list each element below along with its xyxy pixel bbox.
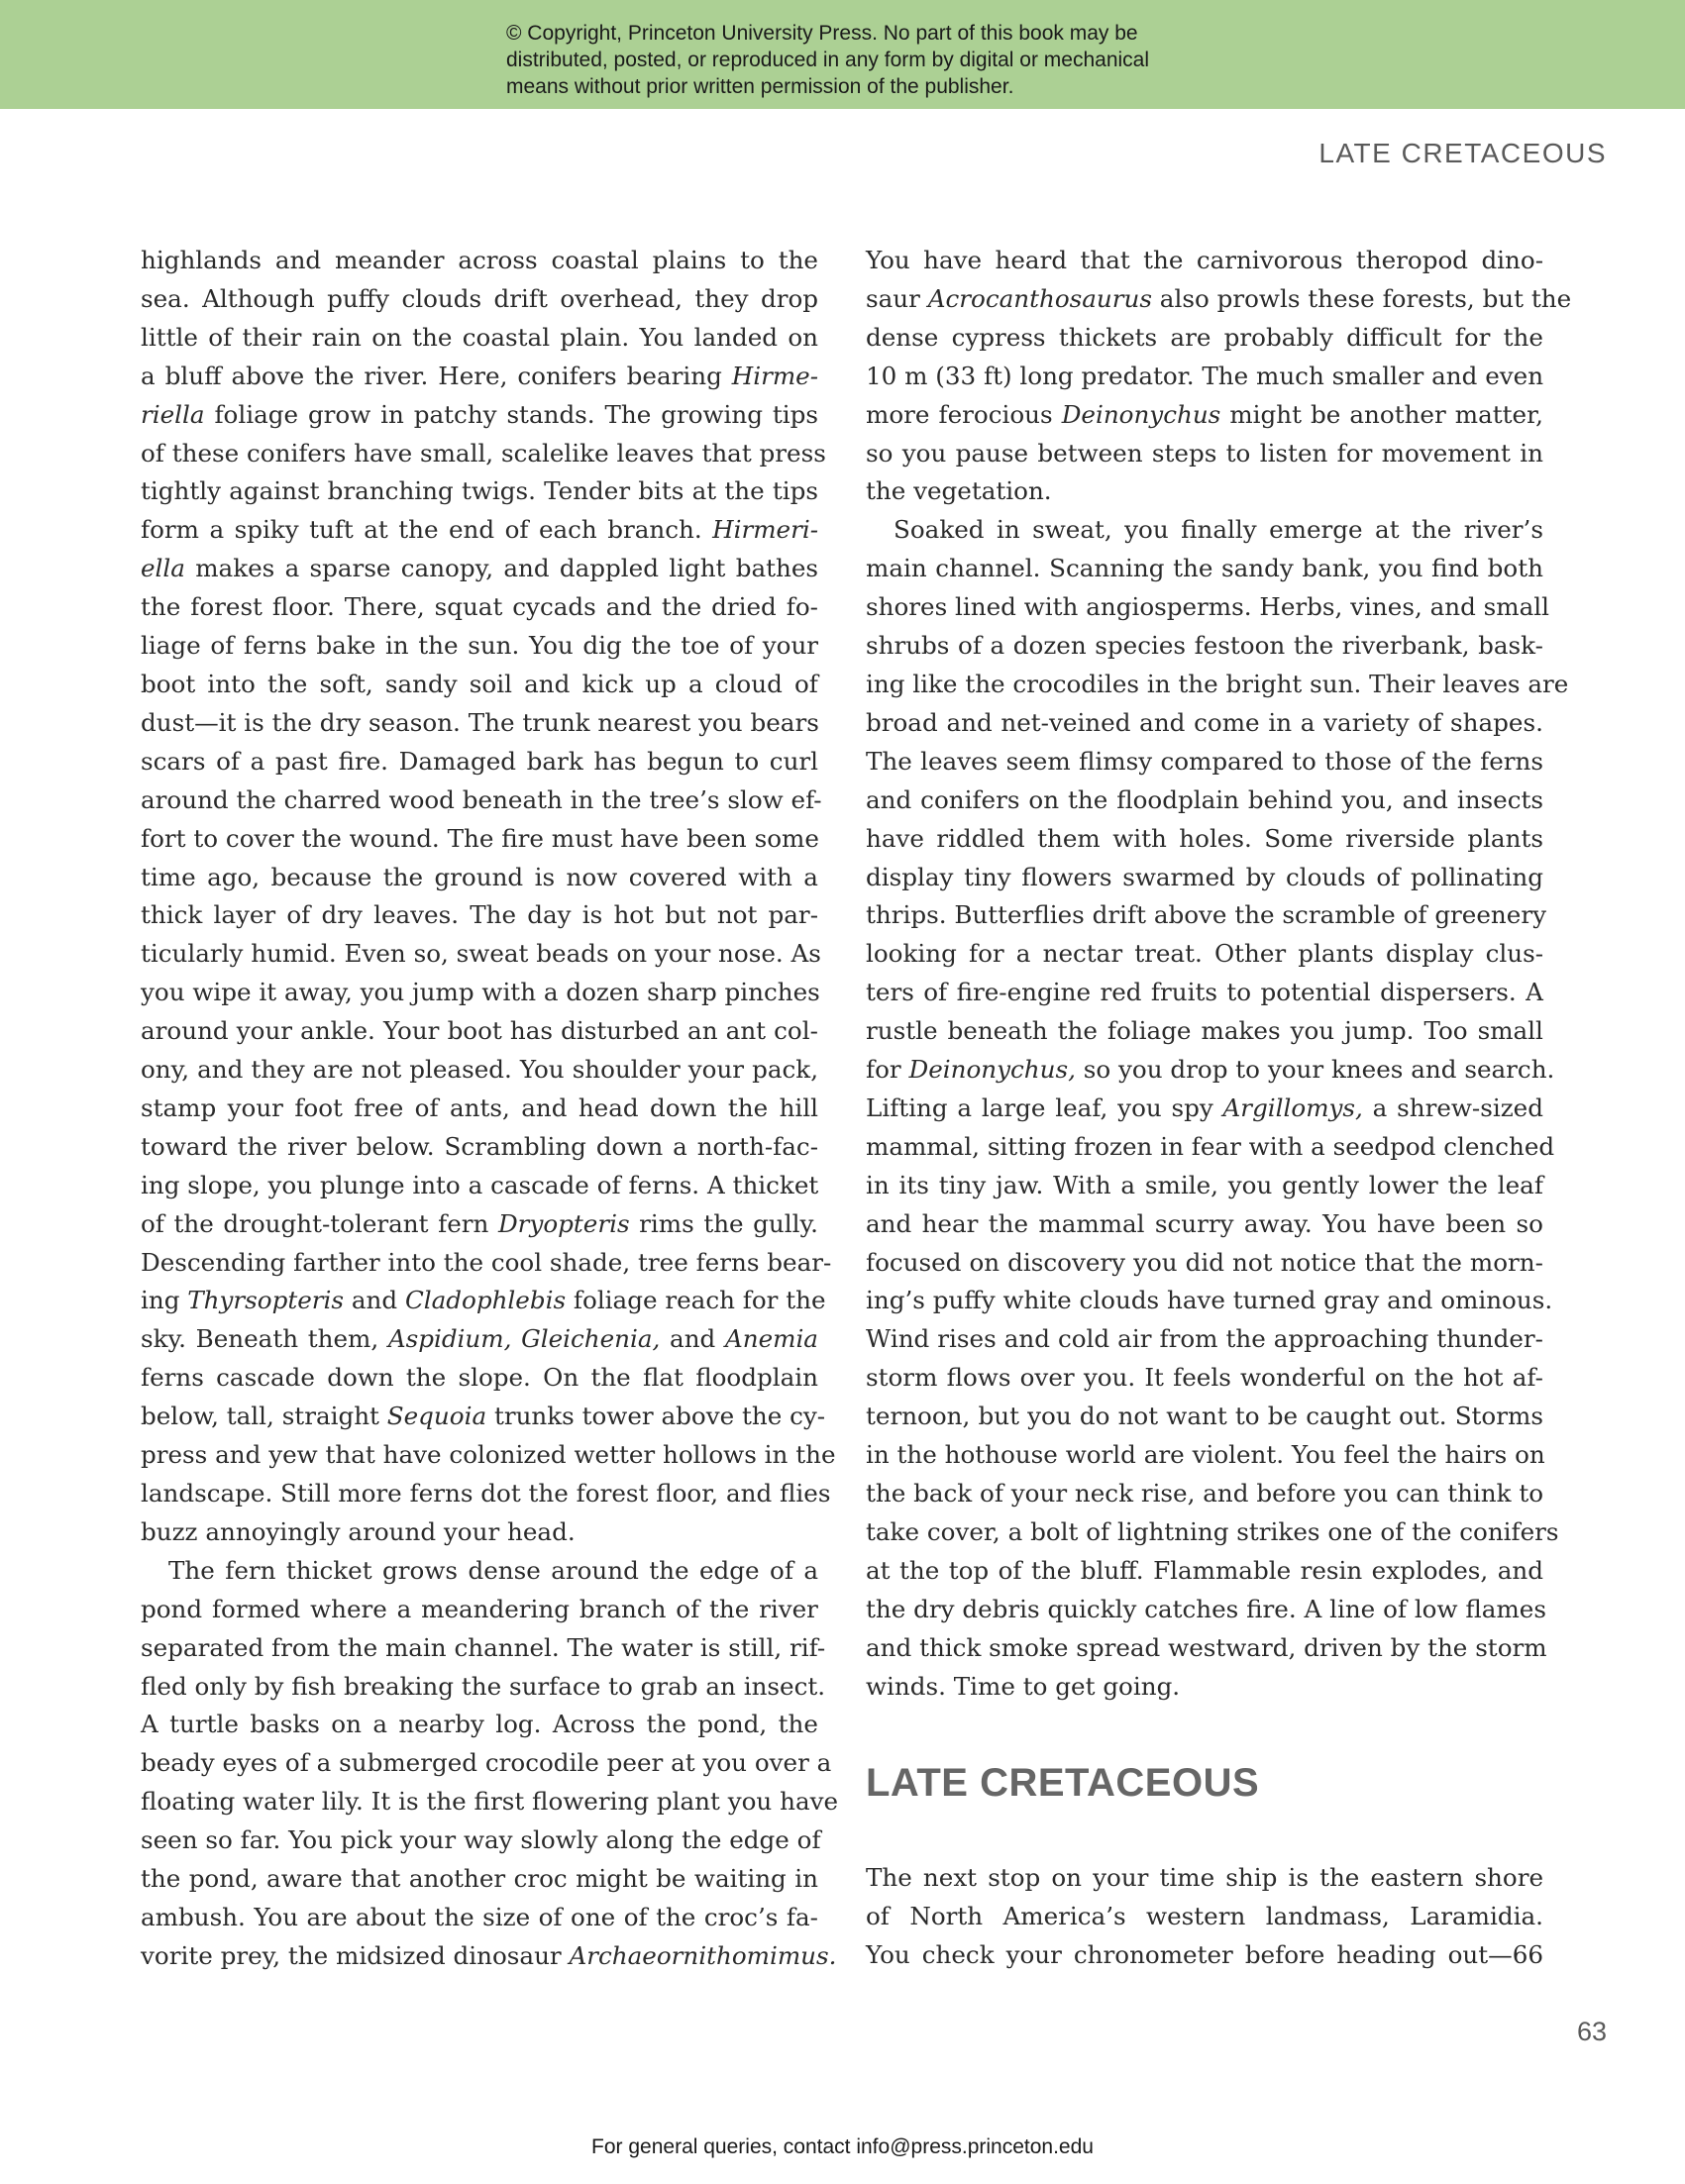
copyright-line: means without prior written permission of the publisher. <box>506 75 1014 98</box>
text-line: dust—it is the dry season. The trunk nearest you bears <box>141 707 819 737</box>
text-line: and conifers on the floodplain behind you, and insects <box>866 784 1544 814</box>
text-line: ing slope, you plunge into a cascade of ferns. A thicket <box>141 1170 819 1199</box>
text-line: focused on discovery you did not notice that the morn- <box>866 1247 1543 1277</box>
text-line: you wipe it away, you jump with a dozen sharp pinches <box>141 978 820 1007</box>
italic-term: Hirme- <box>731 361 819 390</box>
text-line: Wind rises and cold air from the approaching thunder- <box>866 1324 1543 1354</box>
text-line: The next stop on your time ship is the eastern shore <box>866 1863 1544 1892</box>
text-line: sea. Although puffy clouds drift overhead, they drop <box>141 283 819 313</box>
section-heading: LATE CRETACEOUS <box>866 1761 1260 1805</box>
text-line: of these conifers have small, scalelike leaves that press <box>141 438 826 468</box>
text-line: floating water lily. It is the first flowering plant you have <box>141 1787 839 1817</box>
text-line: broad and net-veined and come in a variety of shapes. <box>866 707 1543 737</box>
text-line: storm flows over you. It feels wonderful on the hot af- <box>866 1363 1543 1393</box>
italic-term: Gleichenia, <box>521 1324 661 1354</box>
italic-term: ella <box>141 554 185 583</box>
text-line: ing’s puffy white clouds have turned gray and ominous. <box>866 1286 1553 1315</box>
text-line: of the drought-tolerant fern Dryopteris rims the gully. <box>141 1208 818 1238</box>
text-line: in the hothouse world are violent. You feel the hairs on <box>866 1440 1545 1470</box>
text-line: scars of a past fire. Damaged bark has begun to curl <box>141 746 819 776</box>
text-line: press and yew that have colonized wetter hollows in the <box>141 1440 836 1470</box>
text-line: vorite prey, the midsized dinosaur Archaeornithomimus. <box>141 1940 837 1970</box>
text-line: fled only by fish breaking the surface to grab an insect. <box>141 1671 826 1701</box>
footer-contact: For general queries, contact info@press.princeton.edu <box>591 2135 1094 2158</box>
text-line: a bluff above the river. Here, conifers bearing Hirme- <box>141 361 819 390</box>
italic-term: Acrocanthosaurus <box>927 283 1152 313</box>
text-line: ing Thyrsopteris and Cladophlebis foliage reach for the <box>141 1286 826 1315</box>
text-line: time ago, because the ground is now covered with a <box>141 862 818 891</box>
italic-term: Deinonychus, <box>908 1055 1076 1085</box>
text-line: the dry debris quickly catches fire. A line of low flames <box>866 1594 1546 1623</box>
text-line: in its tiny jaw. With a smile, you gently lower the leaf <box>866 1170 1543 1199</box>
text-line: the forest floor. There, squat cycads and the dried fo- <box>141 592 818 622</box>
text-line: ticularly humid. Even so, sweat beads on your nose. As <box>141 939 821 969</box>
left-text-column <box>141 242 839 1976</box>
text-line: highlands and meander across coastal plains to the <box>141 246 818 274</box>
text-line: liage of ferns bake in the sun. You dig the toe of your <box>141 631 819 661</box>
text-line: You check your chronometer before heading out—66 <box>866 1939 1544 1969</box>
text-line: around your ankle. Your boot has disturbed an ant col- <box>141 1016 818 1046</box>
text-line: and thick smoke spread westward, driven by the storm <box>866 1632 1547 1662</box>
italic-term: Thyrsopteris <box>187 1286 345 1315</box>
text-line: A turtle basks on a nearby log. Across the pond, the <box>141 1710 818 1739</box>
text-line: looking for a nectar treat. Other plants display clus- <box>866 939 1544 969</box>
section-body-text <box>866 1859 1543 1975</box>
text-line: display tiny flowers swarmed by clouds of pollinating <box>866 862 1543 891</box>
text-line: main channel. Scanning the sandy bank, you find both <box>866 554 1543 583</box>
italic-term: Sequoia <box>386 1402 487 1431</box>
copyright-banner <box>0 0 1685 109</box>
text-line: winds. Time to get going. <box>866 1671 1181 1701</box>
text-line: dense cypress thickets are probably difficult for the <box>866 322 1543 352</box>
text-line: so you pause between steps to listen for movement in <box>866 438 1543 468</box>
text-line: ella makes a sparse canopy, and dappled light bathes <box>141 554 819 583</box>
text-line: little of their rain on the coastal plain. You landed on <box>141 322 818 352</box>
italic-term: riella <box>141 399 205 429</box>
text-line: tightly against branching twigs. Tender bits at the tips <box>141 476 818 506</box>
text-line: sky. Beneath them, Aspidium, Gleichenia, and Anemia <box>141 1324 818 1354</box>
text-line: buzz annoyingly around your head. <box>141 1516 576 1546</box>
text-line: thick layer of dry leaves. The day is hot but not par- <box>141 900 819 930</box>
text-line: the back of your neck rise, and before you can think to <box>866 1479 1544 1508</box>
text-line: The leaves seem flimsy compared to those of the ferns <box>866 746 1543 776</box>
text-line: have riddled them with holes. Some riverside plants <box>866 823 1543 853</box>
text-line: You have heard that the carnivorous theropod dino- <box>866 246 1544 274</box>
running-head: LATE CRETACEOUS <box>1318 138 1607 168</box>
text-line: for Deinonychus, so you drop to your knees and search. <box>866 1055 1555 1085</box>
italic-term: Cladophlebis <box>404 1286 567 1315</box>
text-line: rustle beneath the foliage makes you jump. Too small <box>866 1016 1543 1046</box>
text-line: and hear the mammal scurry away. You have been so <box>866 1208 1543 1238</box>
text-line: the pond, aware that another croc might be waiting in <box>141 1864 818 1894</box>
text-line: ambush. You are about the size of one of the croc’s fa- <box>141 1902 818 1931</box>
text-line: ing like the crocodiles in the bright sun. Their leaves are <box>866 669 1569 698</box>
text-line: mammal, sitting frozen in fear with a seedpod clenched <box>866 1131 1555 1161</box>
text-line: saur Acrocanthosaurus also prowls these forests, but the <box>866 283 1572 313</box>
text-line: of North America’s western landmass, Laramidia. <box>866 1901 1543 1930</box>
text-line: fort to cover the wound. The fire must have been some <box>141 823 819 853</box>
text-line: below, tall, straight Sequoia trunks tower above the cy- <box>141 1402 826 1431</box>
text-line: stamp your foot free of ants, and head down the hill <box>141 1092 818 1122</box>
text-line: ternoon, but you do not want to be caught out. Storms <box>866 1402 1543 1431</box>
italic-term: Dryopteris <box>497 1208 630 1238</box>
text-line: shores lined with angiosperms. Herbs, vines, and small <box>866 592 1550 622</box>
italic-term: Anemia <box>724 1324 818 1354</box>
right-text-column <box>866 242 1572 1706</box>
italic-term: Aspidium, <box>387 1324 512 1354</box>
copyright-line: distributed, posted, or reproduced in any form by digital or mechanical <box>506 49 1150 71</box>
copyright-line: © Copyright, Princeton University Press. No part of this book may be <box>506 22 1138 45</box>
text-line: toward the river below. Scrambling down a north-fac- <box>141 1131 819 1161</box>
italic-term: Argillomys, <box>1222 1092 1363 1122</box>
italic-term: Archaeornithomimus. <box>569 1940 837 1970</box>
text-line: Soaked in sweat, you finally emerge at the river’s <box>894 515 1544 545</box>
text-line: ters of fire-engine red fruits to potential dispersers. A <box>866 978 1543 1007</box>
italic-term: Deinonychus <box>1061 399 1221 429</box>
text-line: take cover, a bolt of lightning strikes one of the conifers <box>866 1516 1559 1546</box>
text-line: ferns cascade down the slope. On the flat floodplain <box>141 1363 818 1393</box>
text-line: at the top of the bluff. Flammable resin explodes, and <box>866 1555 1543 1585</box>
text-line: pond formed where a meandering branch of the river <box>141 1594 818 1623</box>
text-line: The fern thicket grows dense around the edge of a <box>168 1555 819 1585</box>
text-line: more ferocious Deinonychus might be another matter, <box>866 399 1543 429</box>
page-number: 63 <box>1576 2017 1607 2046</box>
text-line: separated from the main channel. The water is still, rif- <box>141 1632 826 1662</box>
text-line: the vegetation. <box>866 476 1052 506</box>
text-line: shrubs of a dozen species festoon the riverbank, bask- <box>866 631 1543 661</box>
copyright-notice <box>506 20 1259 100</box>
text-line: form a spiky tuft at the end of each branch. Hirmeri- <box>141 515 819 545</box>
text-line: boot into the soft, sandy soil and kick up a cloud of <box>141 669 818 698</box>
text-line: around the charred wood beneath in the tree’s slow ef- <box>141 784 822 814</box>
text-line: beady eyes of a submerged crocodile peer at you over a <box>141 1748 832 1778</box>
text-line: 10 m (33 ft) long predator. The much smaller and even <box>866 361 1544 390</box>
text-line: landscape. Still more ferns dot the forest floor, and flies <box>141 1479 831 1508</box>
text-line: seen so far. You pick your way slowly along the edge of <box>141 1825 821 1855</box>
italic-term: Hirmeri- <box>712 515 819 545</box>
text-line: Lifting a large leaf, you spy Argillomys, a shrew-sized <box>866 1092 1543 1122</box>
text-line: thrips. Butterflies drift above the scramble of greenery <box>866 900 1546 930</box>
text-line: riella foliage grow in patchy stands. The growing tips <box>141 399 819 429</box>
text-line: ony, and they are not pleased. You shoulder your pack, <box>141 1055 819 1085</box>
text-line: Descending farther into the cool shade, tree ferns bear- <box>141 1247 832 1277</box>
